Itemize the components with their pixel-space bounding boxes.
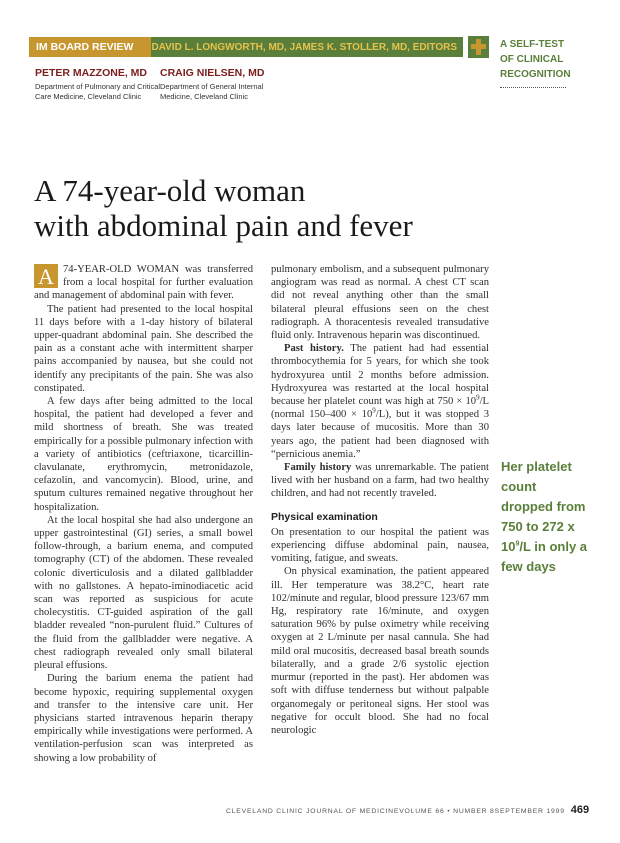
paragraph: During the barium enema the patient had become hypoxic, requiring supplemental oxygen and transfer to the intensive care unit. Her physicians started intravenous heparin therapy empirically while investigations were performed. A ventilation-perfusion scan was interpreted as showing a low probability of <box>34 673 253 764</box>
pull-quote: Her platelet count dropped from 750 to 272 x $10^9/L$ in only a few days <box>501 459 588 574</box>
page-number: 469 <box>570 804 590 816</box>
drop-cap: A <box>34 264 58 288</box>
page-footer: CLEVELAND CLINIC JOURNAL OF MEDICINE VOLUME 66 • NUMBER 8 SEPTEMBER 1999 469 <box>226 804 590 816</box>
section-heading: Physical examination <box>271 510 378 523</box>
paragraph: Past history. The patient had had essential thrombocythemia for 5 years, for which she took hydroxyurea until 2 months before admission. Hydroxyurea was restarted at the local hospital because her platelet count was high at $750 \times 10^9/L$ (normal $150-400 \times 10^9/L$), but it was stopped 3 days later because of mucositis. More than 30 years ago, the patient had been diagnosed with “pernicious anemia.” <box>271 343 489 460</box>
paragraph: On physical examination, the patient appeared ill. Her temperature was 38.2°C, heart rate 102/minute and regular, blood pressure 123/67 mm Hg, respiratory rate 16/minute, and oxygen saturation 96% by pulse oximetry while receiving oxygen at 2 L/minute per nasal cannula. She had mild oral mucositis, decreased basal breath sounds bilaterally, and a grade 2/6 systolic ejection murmur (reported in the past). Her abdomen was soft with diffuse tenderness but without palpable organomegaly or peritoneal signs. Her stool was negative for occult blood. She had no focal neurologic <box>271 566 489 736</box>
section-label: IM BOARD REVIEW <box>29 37 151 57</box>
author-2: CRAIG NIELSEN, MD Department of General Internal Medicine, Cleveland Clinic <box>160 67 265 101</box>
paragraph: The patient had presented to the local hospital 11 days before with a 1-day history of bilateral upper-quadrant abdominal pain. She described the pain as a constant ache with intermittent sharper pains accompanied by nausea, but she could not identify any precipitants of the pain. She was also constipated. <box>34 303 253 394</box>
editors-label: DAVID L. LONGWORTH, MD, JAMES K. STOLLER, MD, EDITORS <box>151 37 463 57</box>
paragraph: A few days after being admitted to the local hospital, the patient had developed a fever and mild shortness of breath. She was treated empirically for a possible pulmonary infection with a variety of antibiotics (ceftriaxone, ticarcillin-clavulanate, erythromycin, metronidazole, cefazolin, and vancomycin). Blood, urine, and sputum cultures remained negative throughout her hospitalization. <box>34 396 253 513</box>
paragraph: Family history was unremarkable. The patient lived with her husband on a farm, had two healthy children, and had not recently traveled. <box>271 462 489 500</box>
paragraph: pulmonary embolism, and a subsequent pulmonary angiogram was read as normal. A chest CT scan did not reveal anything other than the small bilateral pleural effusions seen on the chest radiograph. A thoracentesis revealed transudative fluid only. Intravenous heparin was discontinued. <box>271 264 489 342</box>
cross-icon <box>468 36 489 58</box>
article-title: A 74-year-old woman with abdominal pain and fever <box>34 173 413 243</box>
dotted-divider <box>500 87 566 88</box>
paragraph: A 74-YEAR-OLD WOMAN was transferred from a local hospital for further evaluation and management of abdominal pain with fever. <box>34 264 253 302</box>
author-1: PETER MAZZONE, MD Department of Pulmonary and Critical Care Medicine, Cleveland Clinic <box>35 67 161 101</box>
paragraph: On presentation to our hospital the patient was experiencing diffuse abdominal pain, nausea, vomiting, fatigue, and sweats. <box>271 526 489 565</box>
column-left <box>34 263 253 765</box>
self-test-label: A SELF-TEST OF CLINICAL RECOGNITION <box>500 39 571 80</box>
paragraph: At the local hospital she had also undergone an upper gastrointestinal (GI) series, a small bowel follow-through, a barium enema, and computed tomography (CT) of the abdomen. These revealed colonic diverticulosis and a dilated gallbladder with no gallstones. A hepato-iminodiacetic acid scan was reported as suspicious for acute cholecystitis. CT-guided aspiration of the gall bladder revealed “non-purulent fluid.” Cultures of the fluid from the gallbladder were negative. A chest radiograph revealed only small bilateral pleural effusions. <box>34 514 253 672</box>
section-banner <box>29 37 463 57</box>
column-right <box>271 263 489 737</box>
